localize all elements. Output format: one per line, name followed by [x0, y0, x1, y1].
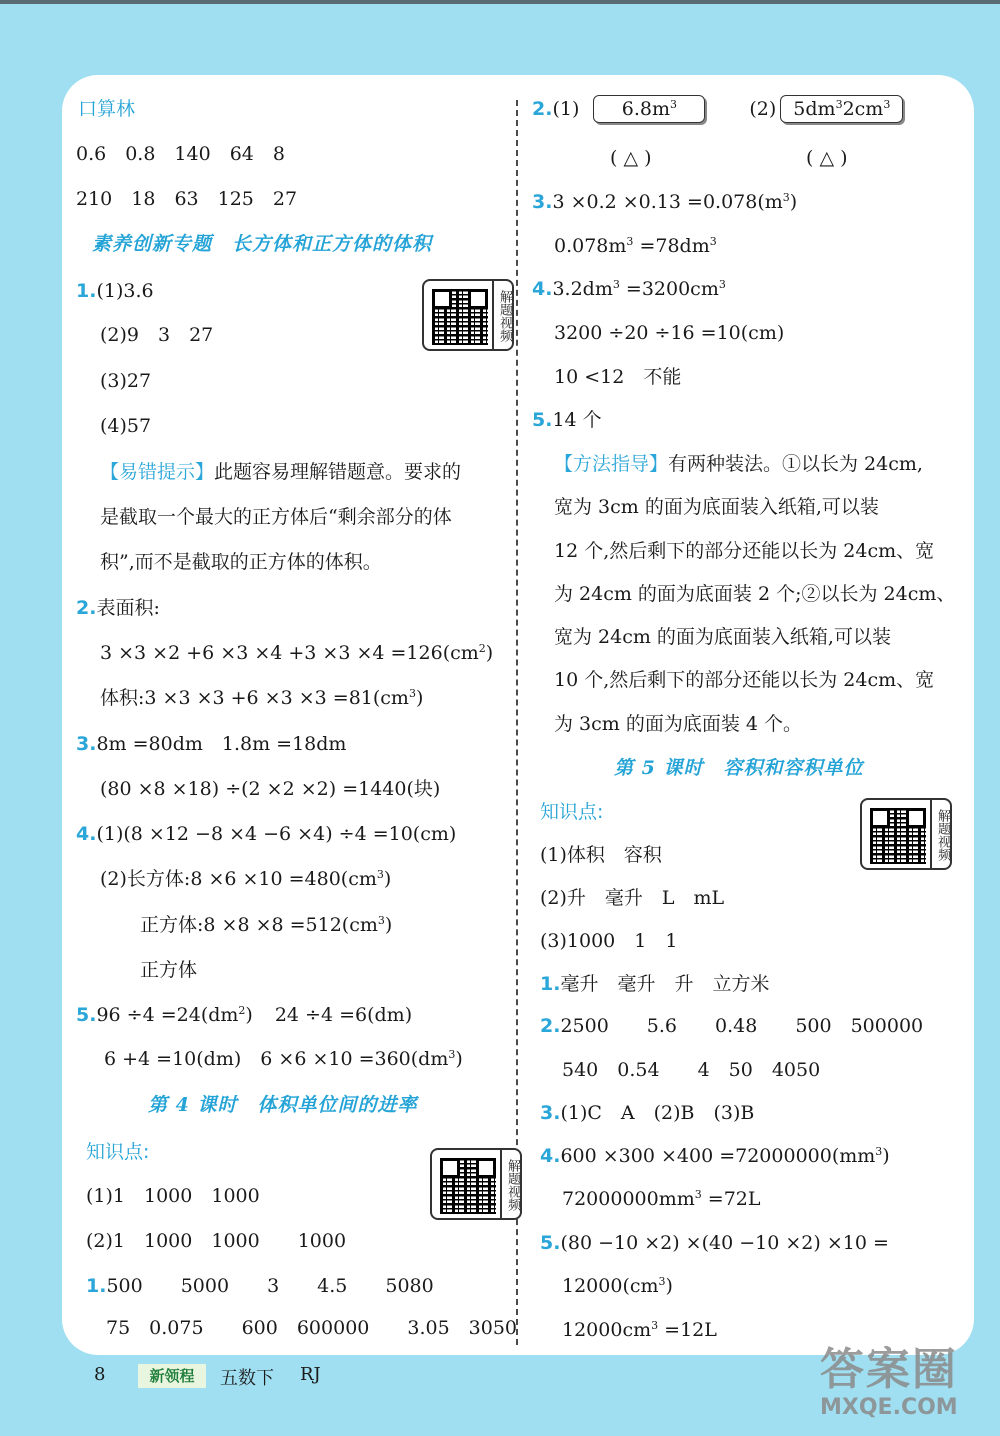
q5-formula-1: 96 ÷4 =24(dm — [96, 1004, 239, 1026]
q3-conversion: 8m =80dm 1.8m =18dm — [96, 733, 347, 755]
q3-line-1 — [76, 732, 346, 756]
lesson-5-q2-number: 2. — [540, 1015, 561, 1037]
r-q3-conversion-a: 0.078m — [554, 235, 627, 257]
close-paren: ) — [485, 642, 494, 664]
lesson-4-kp-label: 知识点: — [86, 1141, 150, 1163]
lesson-4-kp-2: (2)1 1000 1000 1000 — [86, 1230, 347, 1252]
method-text-1: 有两种装法。①以长为 24cm, — [668, 453, 923, 475]
q4-line-1 — [76, 822, 456, 846]
lesson-4-q1-answers-1: 500 5000 3 4.5 5080 — [106, 1275, 434, 1297]
q3-number: 3. — [76, 733, 97, 755]
edition-label: RJ — [300, 1364, 321, 1385]
superscript: 3 — [669, 98, 677, 111]
qr-label: 解题视频 — [930, 800, 950, 868]
q4-line-3 — [140, 913, 392, 937]
superscript: 3 — [694, 1188, 702, 1201]
lesson-5-title: 第 5 课时 容积和容积单位 — [614, 757, 864, 779]
method-line-1 — [554, 452, 923, 476]
kousuan-row-2: 210 18 63 125 27 — [76, 188, 298, 210]
method-line-3: 12 个,然后剩下的部分还能以长为 24cm、宽 — [554, 540, 935, 562]
q5-line-1 — [76, 1003, 412, 1027]
r-q2-answer-box-2 — [780, 95, 903, 123]
q1-answer-1: (1)3.6 — [96, 280, 154, 302]
method-line-4: 为 24cm 的面为底面装 2 个;②以长为 24cm、 — [554, 583, 956, 605]
lesson-5-q3-number: 3. — [540, 1102, 561, 1124]
close-paren: ) — [245, 1004, 253, 1026]
superscript: 3 — [718, 278, 726, 291]
q2-line-3 — [100, 686, 423, 710]
r-q4-number: 4. — [532, 278, 553, 300]
r-q2-triangle-1: ( △ ) — [610, 147, 652, 169]
superscript: 3 — [651, 1319, 659, 1332]
lesson-5-q2-line-1 — [540, 1014, 923, 1038]
lesson-4-q1-number: 1. — [86, 1275, 107, 1297]
q2-surface-label: 表面积: — [96, 597, 160, 619]
superscript: 2 — [238, 1004, 246, 1017]
q4-line-2 — [100, 867, 391, 891]
q5-line-2 — [104, 1047, 463, 1071]
tip-line-3: 积”,而不是截取的正方体的体积。 — [100, 551, 382, 573]
lesson-5-q2-line-2: 540 0.54 4 50 4050 — [562, 1059, 821, 1081]
lesson-5-q5-line-2 — [562, 1274, 673, 1298]
lesson-5-q5-result: 12000(cm — [562, 1275, 659, 1297]
superscript: 3 — [875, 1145, 883, 1158]
q1-line-3: (3)27 — [100, 370, 152, 392]
method-line-6: 10 个,然后剩下的部分还能以长为 24cm、宽 — [554, 669, 935, 691]
lesson-5-q5-formula: (80 −10 ×2) ×(40 −10 ×2) ×10 = — [560, 1232, 889, 1254]
q4-cube-formula: 正方体:8 ×8 ×8 =512(cm — [140, 914, 378, 936]
section-title: 素养创新专题 长方体和正方体的体积 — [92, 233, 433, 255]
tip-line-1 — [100, 460, 461, 484]
r-q2-box-1-text: 6.8m — [621, 98, 670, 120]
lesson-5-kp-label: 知识点: — [540, 801, 604, 823]
superscript: 3 — [782, 191, 790, 204]
qr-label: 解题视频 — [500, 1150, 520, 1218]
r-q5-answer: 14 个 — [552, 409, 602, 431]
qr-code-icon — [432, 289, 488, 345]
lesson-5-q5-number: 5. — [540, 1232, 561, 1254]
r-q4-line-3: 10 <12 不能 — [554, 366, 682, 388]
tip-text-1: 此题容易理解错题意。要求的 — [214, 461, 462, 483]
close-paren: ) — [384, 914, 393, 936]
lesson-5-q5-line-3 — [562, 1318, 717, 1342]
r-q3-line-2 — [554, 234, 717, 258]
lesson-5-q5-conversion-a: 12000cm — [562, 1319, 652, 1341]
lesson-5-q3 — [540, 1101, 754, 1125]
lesson-5-kp-1: (1)体积 容积 — [540, 844, 662, 866]
lesson-4-q1-line-2: 75 0.075 600 600000 3.05 3050 — [106, 1317, 518, 1339]
video-qr-code-2[interactable] — [430, 1148, 522, 1220]
superscript: 2 — [478, 642, 486, 655]
lesson-5-q5-conversion-b: =12L — [658, 1319, 717, 1341]
lesson-5-q4-number: 4. — [540, 1145, 561, 1167]
r-q4-line-2: 3200 ÷20 ÷16 =10(cm) — [554, 322, 785, 344]
r-q4-conversion-a: 3.2dm — [552, 278, 613, 300]
lesson-5-q1 — [540, 972, 769, 996]
q4-formula-1: (1)(8 ×12 −8 ×4 −6 ×4) ÷4 =10(cm) — [96, 823, 457, 845]
q1-line-4: (4)57 — [100, 415, 152, 437]
close-paren: ) — [882, 1145, 890, 1167]
r-q3-conversion-b: =78dm — [633, 235, 710, 257]
superscript: 3 — [658, 1275, 666, 1288]
r-q2-box-2-text-a: 5dm — [793, 98, 836, 120]
top-edge — [0, 0, 1000, 4]
watermark-url: MXQE.COM — [820, 1395, 958, 1420]
kousuan-title: 口算林 — [78, 98, 136, 120]
tip-tag: 【易错提示】 — [100, 461, 215, 483]
superscript: 3 — [448, 1048, 456, 1061]
lesson-5-q4-line-1 — [540, 1144, 890, 1168]
lesson-5-q5-line-1 — [540, 1231, 889, 1255]
lesson-4-title: 第 4 课时 体积单位间的进率 — [148, 1094, 418, 1116]
method-line-2: 宽为 3cm 的面为底面装入纸箱,可以装 — [554, 496, 879, 518]
lesson-4-kp-1: (1)1 1000 1000 — [86, 1185, 260, 1207]
q1-line-2: (2)9 3 27 — [100, 324, 214, 346]
r-q2-number: 2. — [532, 98, 553, 120]
close-paren: ) — [383, 868, 392, 890]
video-qr-code-1[interactable] — [422, 279, 514, 351]
superscript: 3 — [376, 868, 384, 881]
qr-label: 解题视频 — [492, 281, 512, 349]
method-tag: 【方法指导】 — [554, 453, 669, 475]
watermark-logo: 答案圈 — [820, 1344, 958, 1395]
q5-number: 5. — [76, 1004, 97, 1026]
superscript: 3 — [883, 98, 891, 111]
close-paren: ) — [789, 191, 798, 213]
r-q3-line-1 — [532, 190, 797, 214]
close-paren: ) — [455, 1048, 463, 1070]
tip-line-2: 是截取一个最大的正方体后“剩余部分的体 — [100, 506, 452, 528]
lesson-5-q4-conversion-b: =72L — [701, 1188, 761, 1210]
r-q4-conversion-b: =3200cm — [619, 278, 719, 300]
r-q3-number: 3. — [532, 191, 553, 213]
r-q2-part-2: (2) — [749, 98, 777, 120]
r-q2-box-2-text-b: 2cm — [842, 98, 884, 120]
lesson-5-q1-number: 1. — [540, 973, 561, 995]
r-q2-part-1: (1) — [552, 98, 580, 120]
r-q2-line-1 — [532, 95, 903, 123]
q3-line-2: (80 ×8 ×18) ÷(2 ×2 ×2) =1440(块) — [100, 778, 441, 800]
video-qr-code-3[interactable] — [860, 798, 952, 870]
lesson-5-kp-2: (2)升 毫升 L mL — [540, 887, 725, 909]
book-title: 五数下 — [220, 1368, 274, 1389]
method-line-5: 宽为 24cm 的面为底面装入纸箱,可以装 — [554, 626, 891, 648]
q1-number: 1. — [76, 280, 97, 302]
close-paren: ) — [415, 687, 424, 709]
q4-line-4: 正方体 — [140, 959, 198, 981]
lesson-5-kp-3: (3)1000 1 1 — [540, 930, 678, 952]
close-paren: ) — [665, 1275, 673, 1297]
lesson-5-q3-answers: (1)C A (2)B (3)B — [560, 1102, 755, 1124]
superscript: 3 — [626, 235, 634, 248]
r-q5-number: 5. — [532, 409, 553, 431]
page-number: 8 — [94, 1364, 106, 1385]
r-q3-formula: 3 ×0.2 ×0.13 =0.078(m — [552, 191, 783, 213]
q2-surface-formula: 3 ×3 ×2 +6 ×3 ×4 +3 ×3 ×4 =126(cm — [100, 642, 479, 664]
method-line-7: 为 3cm 的面为底面装 4 个。 — [554, 713, 802, 735]
q2-line-2 — [100, 641, 493, 665]
lesson-5-q4-conversion-a: 72000000mm — [562, 1188, 695, 1210]
q4-cuboid-formula: (2)长方体:8 ×6 ×10 =480(cm — [100, 868, 377, 890]
superscript: 3 — [377, 914, 385, 927]
lesson-5-q4-formula: 600 ×300 ×400 =72000000(mm — [560, 1145, 876, 1167]
superscript: 3 — [612, 278, 620, 291]
superscript: 3 — [835, 98, 843, 111]
brand-logo: 新领程 — [138, 1364, 206, 1388]
r-q2-answer-box-1 — [593, 95, 705, 123]
q2-number: 2. — [76, 597, 97, 619]
q2-volume-formula: 体积:3 ×3 ×3 +6 ×3 ×3 =81(cm — [100, 687, 409, 709]
r-q2-triangle-2: ( △ ) — [806, 147, 848, 169]
superscript: 3 — [408, 687, 416, 700]
q2-line-1 — [76, 596, 160, 620]
lesson-4-q1-line-1 — [86, 1274, 434, 1298]
qr-code-icon — [440, 1158, 496, 1214]
q5-formula-2: 24 ÷4 =6(dm) — [274, 1004, 413, 1026]
q1-line-1 — [76, 279, 154, 303]
kousuan-row-1: 0.6 0.8 140 64 8 — [76, 143, 285, 165]
r-q5-line-1 — [532, 408, 602, 432]
watermark — [820, 1345, 958, 1421]
lesson-5-q4-line-2 — [562, 1187, 761, 1211]
lesson-5-q1-answers: 毫升 毫升 升 立方米 — [560, 973, 770, 995]
lesson-5-q2-answers-1: 2500 5.6 0.48 500 500000 — [560, 1015, 924, 1037]
r-q4-line-1 — [532, 277, 726, 301]
superscript: 3 — [709, 235, 717, 248]
q5-formula-3: 6 +4 =10(dm) 6 ×6 ×10 =360(dm — [104, 1048, 449, 1070]
qr-code-icon — [870, 808, 926, 864]
q4-number: 4. — [76, 823, 97, 845]
